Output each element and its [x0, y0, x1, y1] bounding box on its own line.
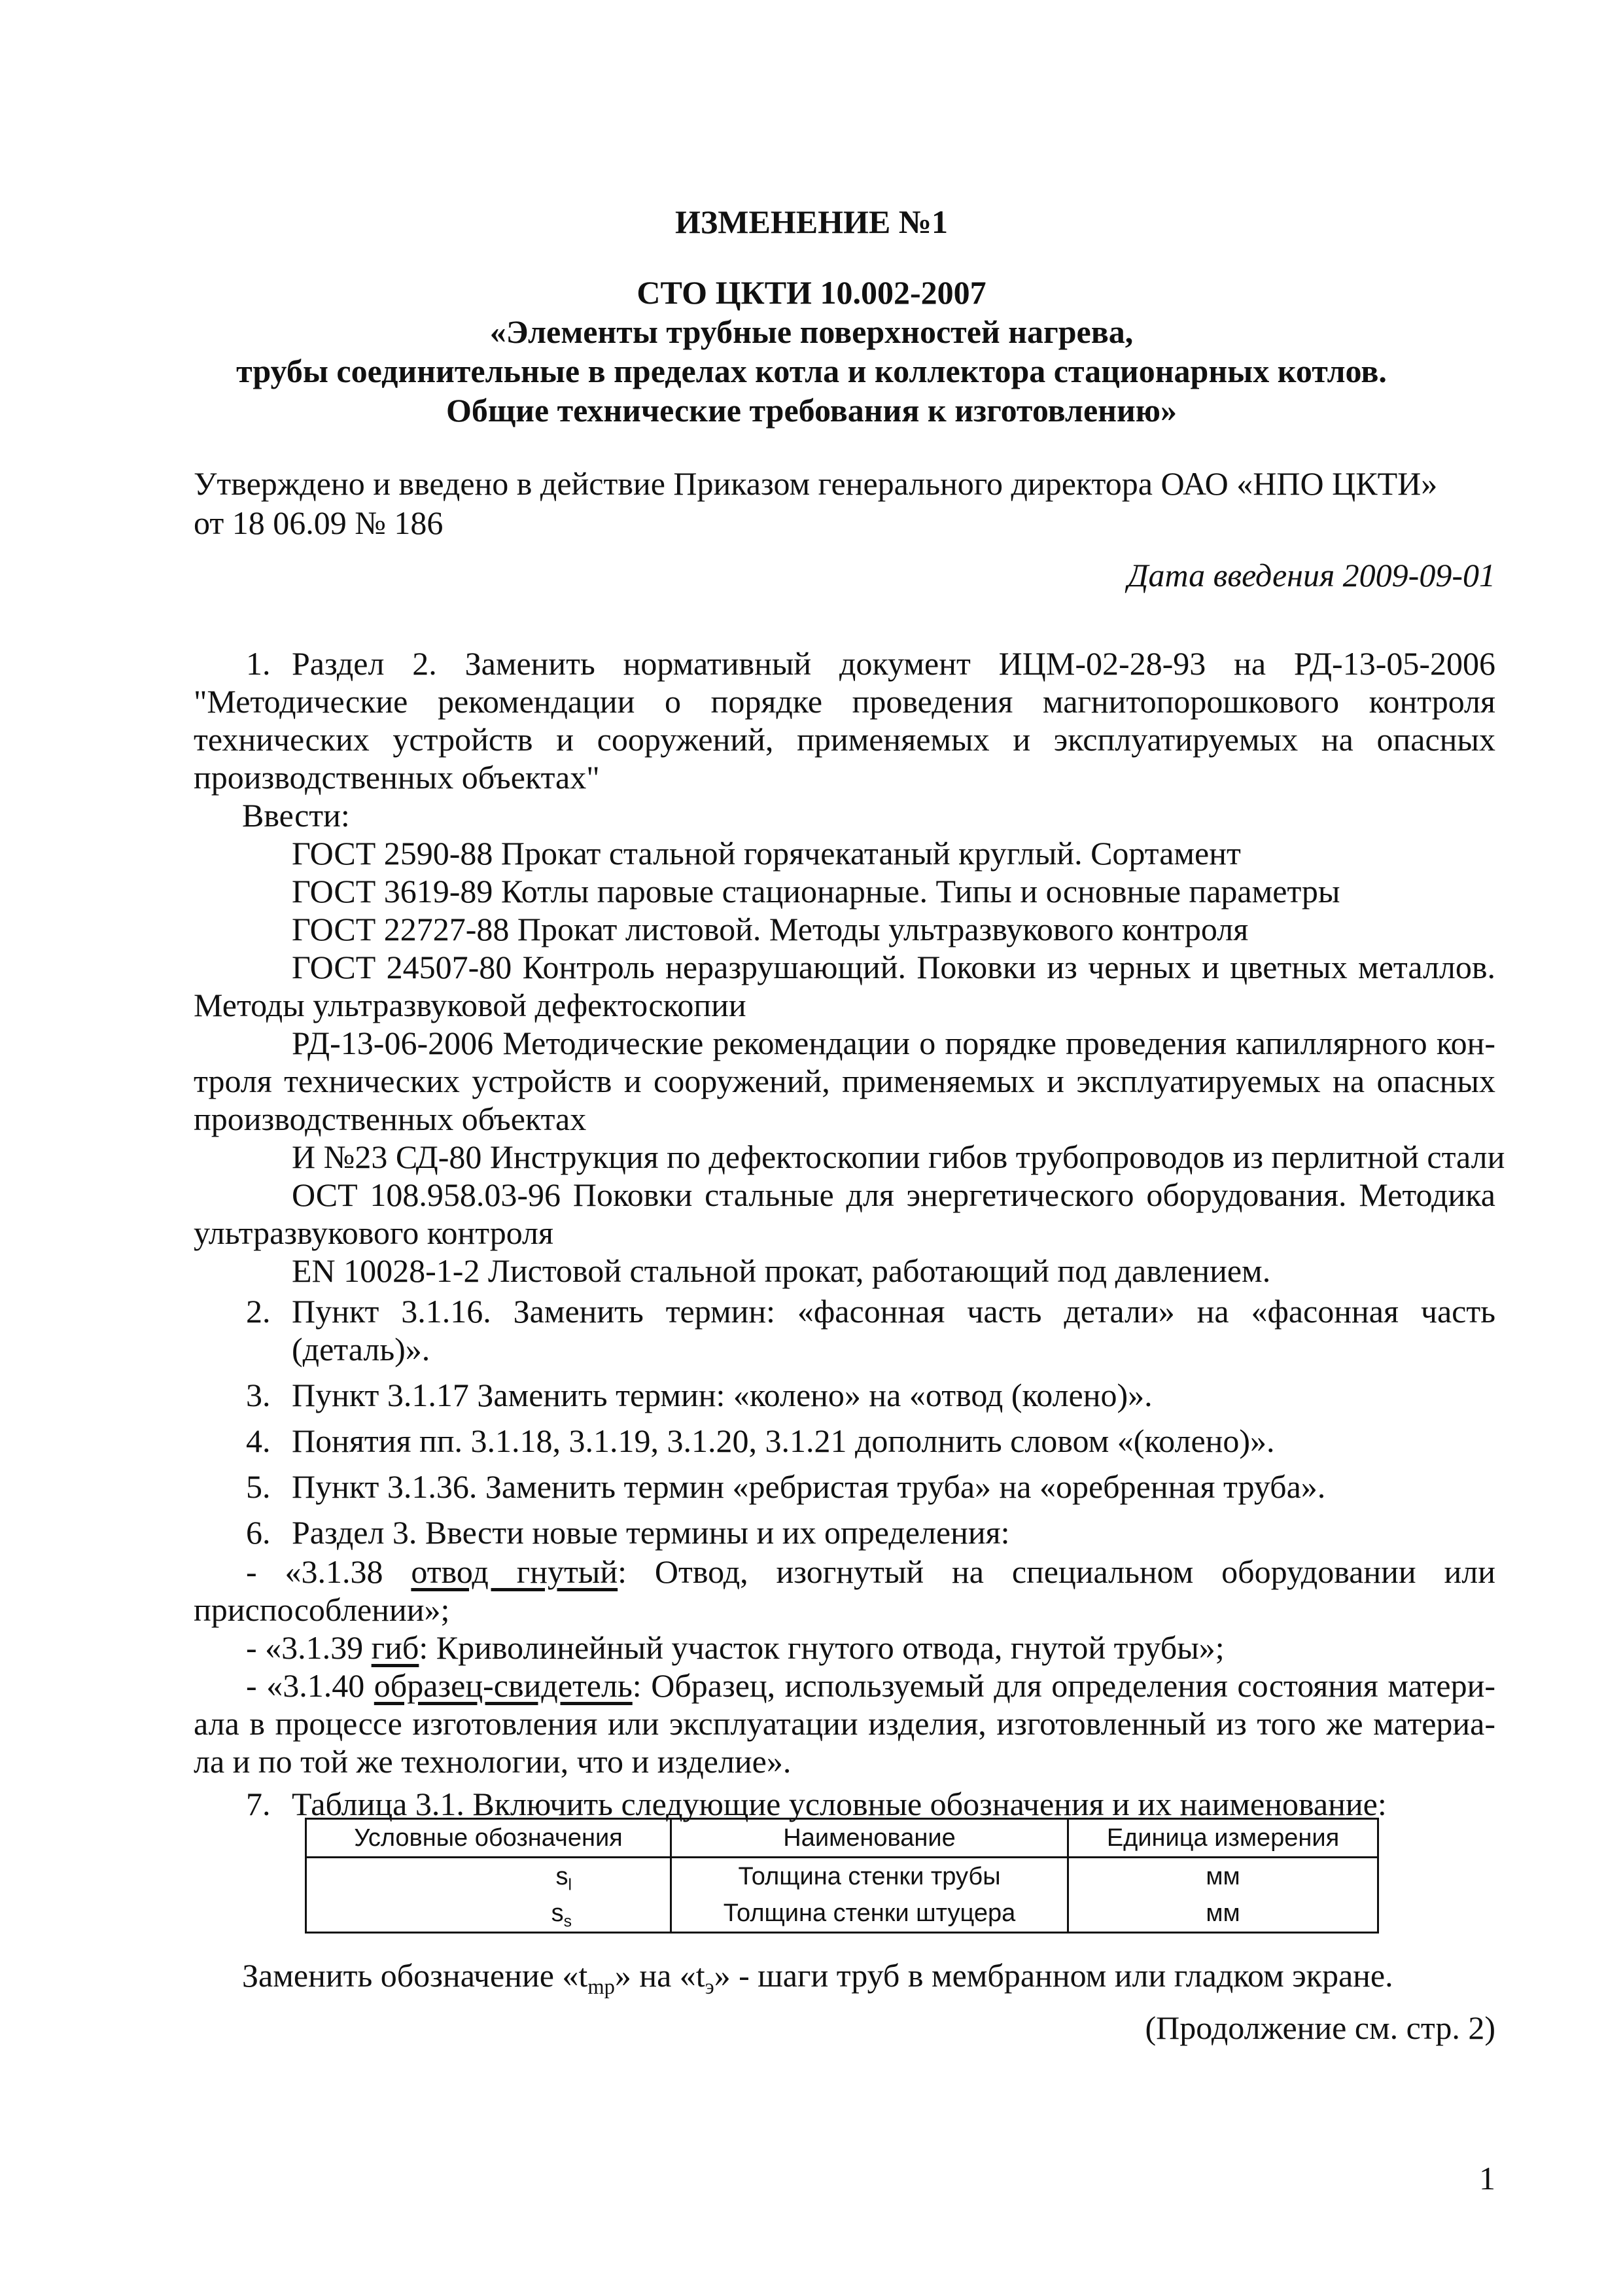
table-cell-symbol: $s_s$: [306, 1895, 671, 1933]
standard-name-line-1: «Элементы трубные поверхностей нагрева,: [489, 313, 1134, 350]
standard-number: СТО ЦКТИ 10.002-2007: [637, 274, 986, 311]
table-cell-unit: мм: [1068, 1895, 1378, 1933]
table-cell-unit: мм: [1068, 1858, 1378, 1896]
item-4-text: Понятия пп. 3.1.18, 3.1.19, 3.1.20, 3.1.21 дополнить словом «(колено)».: [292, 1422, 1275, 1459]
page-number: 1: [1479, 2160, 1495, 2197]
table-header-symbol: Условные обозначения: [306, 1819, 671, 1858]
item-7-text: Таблица 3.1. Включить следующие условные обозначения и их наименование:: [292, 1786, 1387, 1822]
table-header-row: [306, 1819, 1378, 1858]
continuation-note: (Продолжение см. стр. 2): [1145, 2009, 1495, 2046]
item-5-number: 5.: [246, 1468, 271, 1505]
term-otvod-gnutyi: отвод гнутый: [411, 1553, 618, 1590]
effective-date: Дата введения 2009-09-01: [1127, 557, 1495, 593]
item-1-number: 1.: [246, 645, 271, 682]
approval-line-1: Утверждено и введено в действие Приказом генерального директора ОАО «НПО ЦКТИ»: [194, 465, 1438, 502]
definition-3-1-40: - «3.1.40 образец-свидетель: Образец, используемый для определения состояния матери-: [246, 1667, 1495, 1704]
reference-line: И №23 СД-80 Инструкция по дефектоскопии гибов трубопроводов из перлитной стали: [292, 1139, 1505, 1175]
item-6-number: 6.: [246, 1514, 271, 1551]
reference-line: ГОСТ 24507-80 Контроль неразрушающий. Поковки из черных и цветных металлов.: [292, 949, 1495, 985]
item-1-line: технических устройств и сооружений, применяемых и эксплуатируемых на опасных: [194, 721, 1495, 758]
standard-name-line-3: Общие технические требования к изготовлению»: [446, 392, 1177, 429]
table-row: [306, 1858, 1378, 1896]
definition-3-1-40-cont: ала в процессе изготовления или эксплуатации изделия, изготовленный из того же материа-: [194, 1705, 1495, 1742]
reference-line: РД-13-06-2006 Методические рекомендации о порядке проведения капиллярного кон-: [292, 1025, 1495, 1061]
term-gib: гиб: [371, 1629, 419, 1666]
term-obrazets-svidetel: образец-свидетель: [374, 1667, 633, 1704]
definition-3-1-38: - «3.1.38 отвод гнутый: Отвод, изогнутый на специальном оборудовании или: [246, 1553, 1495, 1590]
standard-name-line-2: трубы соединительные в пределах котла и коллектора стационарных котлов.: [236, 353, 1387, 389]
table-cell-symbol: $s_l$: [306, 1858, 671, 1896]
reference-line: ультразвукового контроля: [194, 1214, 553, 1251]
approval-line-2: от 18 06.09 № 186: [194, 504, 444, 541]
item-2-number: 2.: [246, 1293, 271, 1330]
item-7-number: 7.: [246, 1786, 271, 1822]
symbols-table: [305, 1818, 1379, 1934]
replace-symbol-note: Заменить обозначение «$t_{mp}$» на «$t_э$» - шаги труб в мембранном или гладком экране.: [242, 1957, 1393, 1999]
item-6-text: Раздел 3. Ввести новые термины и их определения:: [292, 1514, 1010, 1551]
item-4-number: 4.: [246, 1422, 271, 1459]
item-2-line-2: (деталь)».: [292, 1331, 430, 1368]
item-2-line-1: Пункт 3.1.16. Заменить термин: «фасонная часть детали» на «фасонная часть: [292, 1293, 1495, 1330]
table-header-name: Наименование: [671, 1819, 1068, 1858]
definition-3-1-38-cont: приспособлении»;: [194, 1591, 450, 1628]
table-header-unit: Единица измерения: [1068, 1819, 1378, 1858]
table-cell-name: Толщина стенки трубы: [671, 1858, 1068, 1896]
item-1-intro: Ввести:: [242, 797, 350, 834]
reference-line: ГОСТ 3619-89 Котлы паровые стационарные. Типы и основные параметры: [292, 873, 1340, 910]
reference-line: троля технических устройств и сооружений, применяемых и эксплуатируемых на опасных: [194, 1063, 1495, 1099]
reference-line: EN 10028-1-2 Листовой стальной прокат, работающий под давлением.: [292, 1252, 1271, 1289]
item-3-number: 3.: [246, 1377, 271, 1413]
item-5-text: Пункт 3.1.36. Заменить термин «ребристая труба» на «оребренная труба».: [292, 1468, 1326, 1505]
reference-line: производственных объектах: [194, 1101, 587, 1137]
item-1-line: производственных объектах": [194, 759, 600, 796]
reference-line: ГОСТ 2590-88 Прокат стальной горячекатаный круглый. Сортамент: [292, 835, 1241, 872]
item-3-text: Пункт 3.1.17 Заменить термин: «колено» на «отвод (колено)».: [292, 1377, 1153, 1413]
reference-line: Методы ультразвуковой дефектоскопии: [194, 987, 746, 1023]
item-1-line: Раздел 2. Заменить нормативный документ ИЦМ-02-28-93 на РД-13-05-2006: [292, 645, 1495, 682]
reference-line: ГОСТ 22727-88 Прокат листовой. Методы ультразвукового контроля: [292, 911, 1249, 947]
definition-3-1-40-cont: ла и по той же технологии, что и изделие».: [194, 1743, 792, 1780]
table-row: [306, 1895, 1378, 1933]
table-cell-name: Толщина стенки штуцера: [671, 1895, 1068, 1933]
definition-3-1-39: - «3.1.39 гиб: Криволинейный участок гнутого отвода, гнутой трубы»;: [246, 1629, 1225, 1666]
amendment-title: ИЗМЕНЕНИЕ №1: [675, 203, 948, 240]
reference-line: ОСТ 108.958.03-96 Поковки стальные для энергетического оборудования. Методика: [292, 1176, 1495, 1213]
item-1-line: "Методические рекомендации о порядке проведения магнитопорошкового контроля: [194, 683, 1495, 720]
